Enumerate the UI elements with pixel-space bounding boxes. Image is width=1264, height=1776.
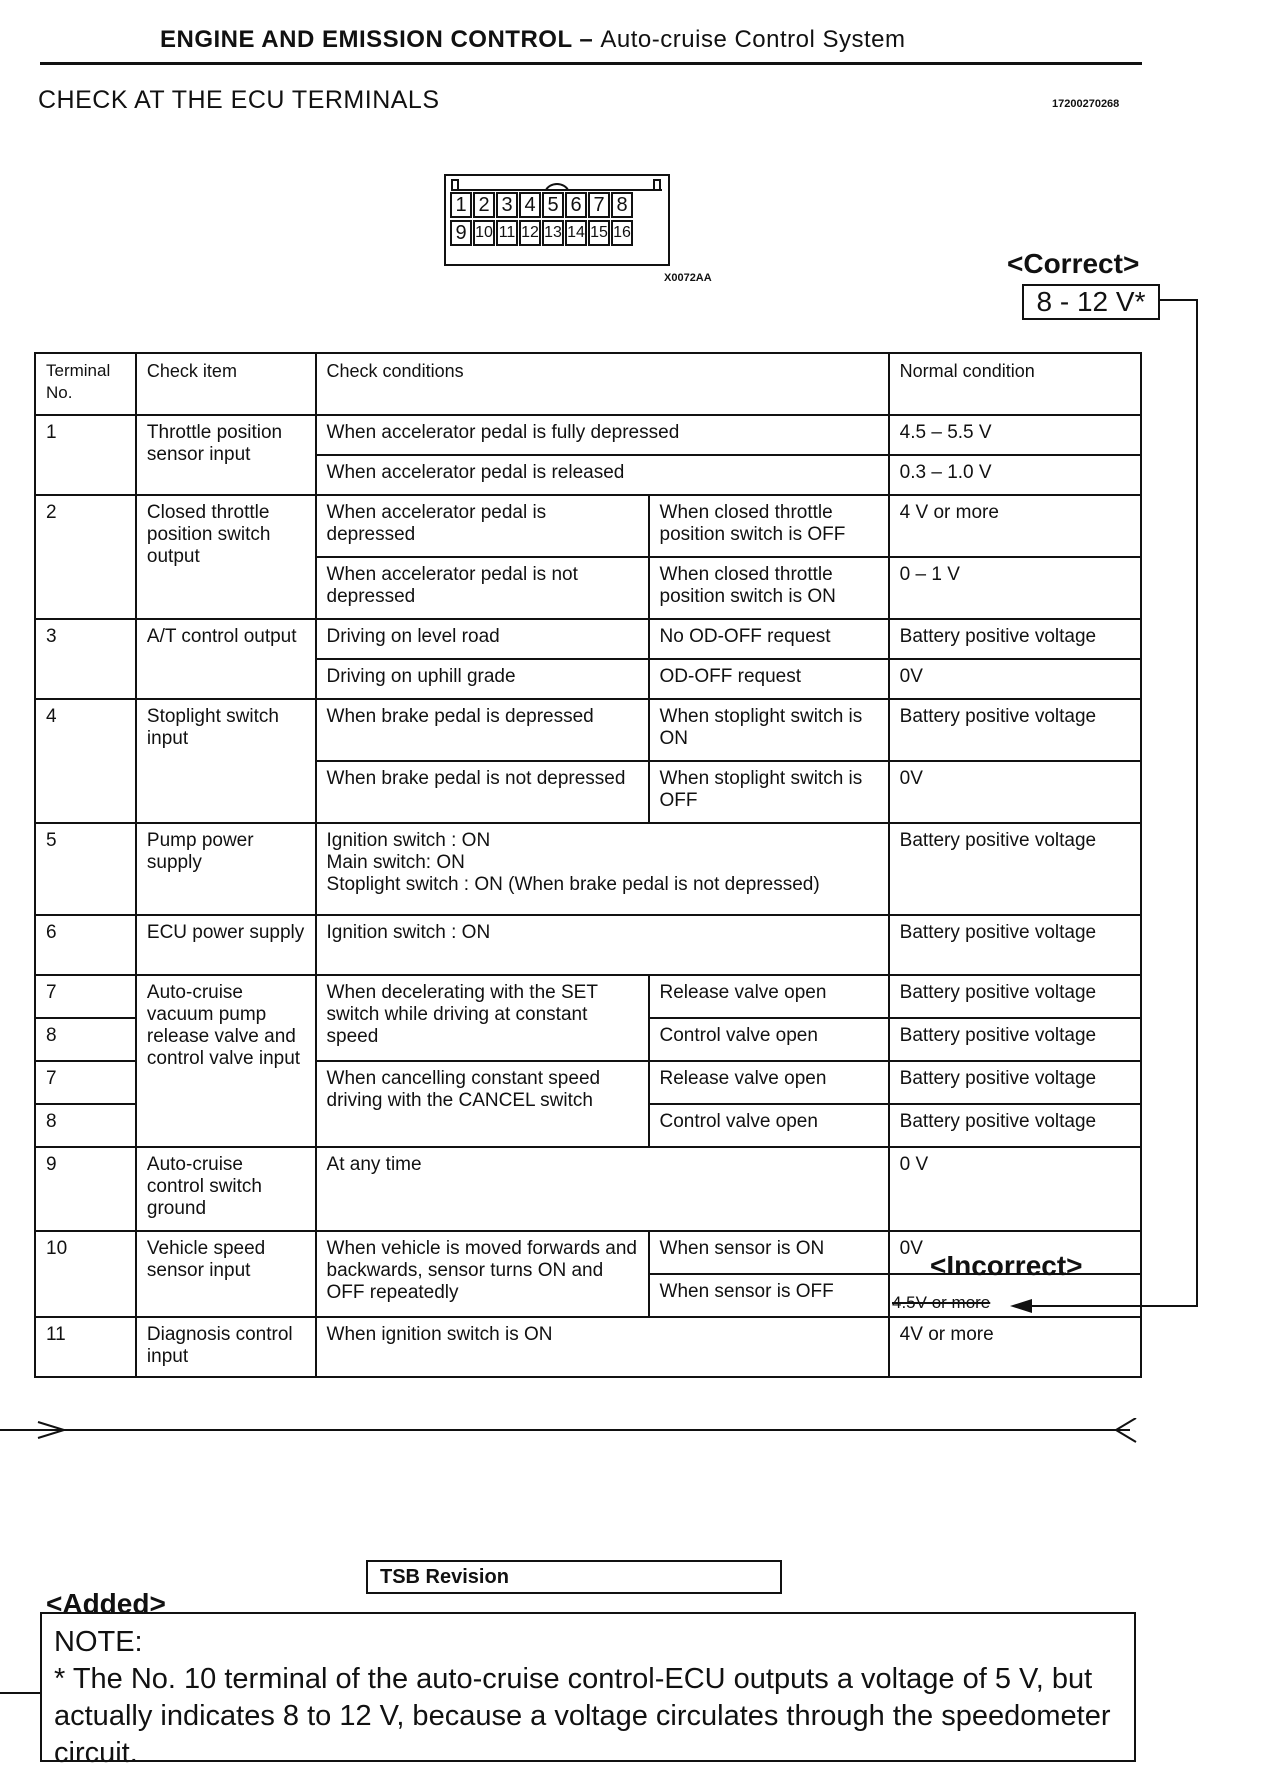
document-id: 17200270268 bbox=[1052, 98, 1120, 110]
check-item: Auto-cruise control switch ground bbox=[136, 1147, 316, 1231]
header-terminal: Terminal No. bbox=[35, 353, 136, 415]
header-title: ENGINE AND EMISSION CONTROL bbox=[160, 26, 573, 53]
check-condition-detail: OD-OFF request bbox=[649, 659, 889, 699]
connector-row-top bbox=[450, 192, 634, 220]
connector-pin: 5 bbox=[542, 192, 564, 218]
normal-condition: 0V bbox=[889, 1231, 1141, 1274]
table-row bbox=[35, 823, 1141, 915]
connector-pin: 4 bbox=[519, 192, 541, 218]
connector-pin: 7 bbox=[588, 192, 610, 218]
connector-pin: 14 bbox=[565, 220, 587, 246]
added-label: <Added> bbox=[46, 1588, 166, 1619]
normal-condition: Battery positive voltage bbox=[889, 699, 1141, 761]
terminal-no: 2 bbox=[35, 495, 136, 619]
page-header bbox=[160, 26, 906, 54]
check-condition-detail: When closed throttle position switch is ON bbox=[649, 557, 889, 619]
check-condition: Ignition switch : ON bbox=[316, 915, 889, 975]
table-row bbox=[35, 415, 1141, 455]
connector-figure-label: X0072AA bbox=[664, 272, 712, 284]
connector-pin: 15 bbox=[588, 220, 610, 246]
correct-label: <Correct> bbox=[1007, 248, 1140, 279]
normal-condition: Battery positive voltage bbox=[889, 1104, 1141, 1147]
check-condition-detail: When closed throttle position switch is OFF bbox=[649, 495, 889, 557]
normal-condition: 0 – 1 V bbox=[889, 557, 1141, 619]
check-item: ECU power supply bbox=[136, 915, 316, 975]
incorrect-value: 4.5V or more bbox=[892, 1293, 991, 1312]
terminal-no: 3 bbox=[35, 619, 136, 699]
connector-pin: 16 bbox=[611, 220, 633, 246]
connector-pin: 13 bbox=[542, 220, 564, 246]
connector-pin: 3 bbox=[496, 192, 518, 218]
ecu-connector-diagram bbox=[444, 174, 670, 266]
table-row bbox=[35, 1317, 1141, 1377]
table-row bbox=[35, 495, 1141, 557]
header-rule bbox=[40, 62, 1142, 65]
note-title: NOTE: bbox=[54, 1626, 143, 1658]
connector-pin: 8 bbox=[611, 192, 633, 218]
header-subtitle: Auto-cruise Control System bbox=[600, 26, 906, 53]
check-item: Closed throttle position switch output bbox=[136, 495, 316, 619]
condition-line: Ignition switch : ON bbox=[326, 830, 491, 851]
normal-condition: 0V bbox=[889, 761, 1141, 823]
tsb-revision-box: TSB Revision bbox=[366, 1560, 782, 1594]
check-condition-detail: When stoplight switch is ON bbox=[649, 699, 889, 761]
condition-line: Main switch: ON bbox=[326, 852, 465, 873]
check-item: A/T control output bbox=[136, 619, 316, 699]
connector-pin: 12 bbox=[519, 220, 541, 246]
revision-marker-line bbox=[0, 1418, 1140, 1448]
check-condition: At any time bbox=[316, 1147, 889, 1231]
check-condition: When brake pedal is depressed bbox=[316, 699, 649, 761]
connector-pin: 2 bbox=[473, 192, 495, 218]
terminal-no: 10 bbox=[35, 1231, 136, 1317]
connector-pin: 9 bbox=[450, 220, 472, 246]
normal-condition: Battery positive voltage bbox=[889, 619, 1141, 659]
check-condition-detail: No OD-OFF request bbox=[649, 619, 889, 659]
check-condition-detail: Control valve open bbox=[649, 1104, 889, 1147]
check-condition-detail: When stoplight switch is OFF bbox=[649, 761, 889, 823]
check-condition-detail: When sensor is OFF bbox=[649, 1274, 889, 1317]
check-condition bbox=[316, 823, 889, 915]
table-row bbox=[35, 619, 1141, 659]
check-item: Vehicle speed sensor input bbox=[136, 1231, 316, 1317]
header-separator: – bbox=[579, 26, 594, 53]
connector-pin: 10 bbox=[473, 220, 495, 246]
note-box bbox=[40, 1612, 1136, 1769]
connector-latch-icon bbox=[446, 176, 668, 192]
normal-condition: 4 V or more bbox=[889, 495, 1141, 557]
check-condition: When accelerator pedal is depressed bbox=[316, 495, 649, 557]
normal-condition: 4.5 – 5.5 V bbox=[889, 415, 1141, 455]
check-condition: When accelerator pedal is not depressed bbox=[316, 557, 649, 619]
ecu-terminal-table bbox=[34, 352, 1142, 1378]
terminal-no: 9 bbox=[35, 1147, 136, 1231]
normal-condition: Battery positive voltage bbox=[889, 915, 1141, 975]
table-row bbox=[35, 975, 1141, 1018]
correct-value-box: 8 - 12 V* bbox=[1022, 284, 1160, 320]
condition-line: Stoplight switch : ON (When brake pedal is not depressed) bbox=[326, 874, 820, 895]
check-condition-detail: Release valve open bbox=[649, 1061, 889, 1104]
check-condition: When vehicle is moved forwards and backwards, sensor turns ON and OFF repeatedly bbox=[316, 1231, 649, 1317]
check-condition-detail: Release valve open bbox=[649, 975, 889, 1018]
section-title: CHECK AT THE ECU TERMINALS bbox=[38, 86, 440, 114]
check-condition-detail: Control valve open bbox=[649, 1018, 889, 1061]
check-condition: When brake pedal is not depressed bbox=[316, 761, 649, 823]
normal-condition: 4V or more bbox=[889, 1317, 1141, 1377]
incorrect-label: <Incorrect> bbox=[930, 1250, 1083, 1281]
check-condition: Driving on level road bbox=[316, 619, 649, 659]
terminal-no: 1 bbox=[35, 415, 136, 495]
header-normal-condition: Normal condition bbox=[889, 353, 1141, 415]
header-check-item: Check item bbox=[136, 353, 316, 415]
check-condition: When ignition switch is ON bbox=[316, 1317, 889, 1377]
normal-condition: 0 V bbox=[889, 1147, 1141, 1231]
normal-condition: 0V bbox=[889, 659, 1141, 699]
terminal-no: 5 bbox=[35, 823, 136, 915]
check-item: Diagnosis control input bbox=[136, 1317, 316, 1377]
check-item: Throttle position sensor input bbox=[136, 415, 316, 495]
terminal-no: 8 bbox=[35, 1018, 136, 1061]
terminal-no: 7 bbox=[35, 1061, 136, 1104]
check-condition: When accelerator pedal is fully depressed bbox=[316, 415, 889, 455]
table-header-row bbox=[35, 353, 1141, 415]
check-item: Auto-cruise vacuum pump release valve and control valve input bbox=[136, 975, 316, 1147]
check-condition: When accelerator pedal is released bbox=[316, 455, 889, 495]
check-condition: When cancelling constant speed driving with the CANCEL switch bbox=[316, 1061, 649, 1147]
note-text: * The No. 10 terminal of the auto-cruise control-ECU outputs a voltage of 5 V, but actually indicates 8 to 12 V, because a voltage circulates through the speedometer circuit. bbox=[54, 1663, 1111, 1769]
connector-pin: 6 bbox=[565, 192, 587, 218]
check-condition: When decelerating with the SET switch while driving at constant speed bbox=[316, 975, 649, 1061]
terminal-no: 7 bbox=[35, 975, 136, 1018]
normal-condition: Battery positive voltage bbox=[889, 1018, 1141, 1061]
terminal-no: 8 bbox=[35, 1104, 136, 1147]
normal-condition: Battery positive voltage bbox=[889, 1061, 1141, 1104]
check-item: Pump power supply bbox=[136, 823, 316, 915]
header-check-conditions: Check conditions bbox=[316, 353, 889, 415]
check-condition-detail: When sensor is ON bbox=[649, 1231, 889, 1274]
check-item: Stoplight switch input bbox=[136, 699, 316, 823]
connector-pin: 1 bbox=[450, 192, 472, 218]
connector-pin: 11 bbox=[496, 220, 518, 246]
normal-condition: Battery positive voltage bbox=[889, 823, 1141, 915]
check-condition: Driving on uphill grade bbox=[316, 659, 649, 699]
terminal-no: 4 bbox=[35, 699, 136, 823]
connector-row-bottom bbox=[450, 220, 634, 248]
table-row bbox=[35, 915, 1141, 975]
terminal-no: 6 bbox=[35, 915, 136, 975]
note-side-rule bbox=[0, 1692, 40, 1694]
terminal-no: 11 bbox=[35, 1317, 136, 1377]
table-row bbox=[35, 1147, 1141, 1231]
normal-condition: 0.3 – 1.0 V bbox=[889, 455, 1141, 495]
table-row bbox=[35, 699, 1141, 761]
normal-condition: Battery positive voltage bbox=[889, 975, 1141, 1018]
